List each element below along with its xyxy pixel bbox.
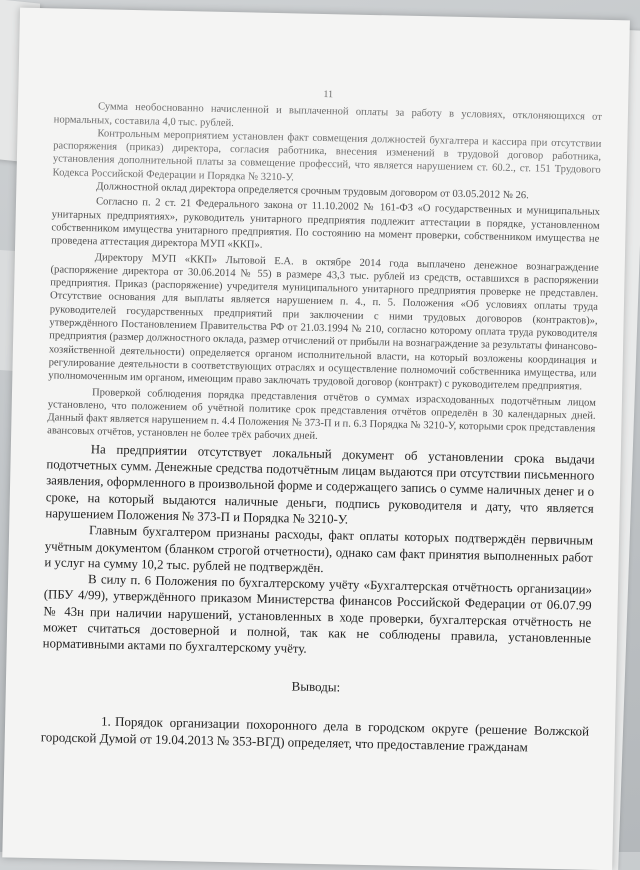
document-text [40, 82, 602, 770]
numbered-item [41, 711, 590, 757]
paragraph-3: Должностной оклад директора определяется срочным трудовым договором от 03.05.2012 № 26. [96, 181, 529, 202]
page-number: 11 [323, 88, 334, 101]
item-number: 1. [100, 713, 112, 729]
conclusions-heading: Выводы: [291, 678, 341, 695]
paragraph-8: Главным бухгалтером признаны расходы, факт оплаты которых подтверждён первичным учётным документом (бланком строгой отчетности), однако сам факт принятия выполненных работ и услуг на сумму 10,2 тыс. рублей не подтверждён. [44, 523, 594, 575]
paragraph-4: Согласно п. 2 ст. 21 Федерального закона от 11.10.2002 № 161-ФЗ «О государственных и муниципальных унитарных предприятиях», руководитель унитарного предприятия подлежит аттестации в порядке, установленном собственником имущества унитарного предприятия. По состоянию на момент проверки, собственником имущества не проведена аттестация директора МУП «ККП». [51, 196, 601, 252]
paragraph-2: Контрольным мероприятием установлен факт совмещения должностей бухгалтера и кассира при отсутствии распоряжения (приказ) директора, согласия работника, внесения изменений в трудовой договор работника, установления дополнительной платы за совмещение профессий, что является нарушением ст. 60.2., ст. 151 Трудового Кодекса Российской Федерации и Порядка № 3210-У. [52, 128, 602, 184]
paragraph-9: В силу п. 6 Положения по бухгалтерскому учёту «Бухгалтерская отчётность организации» (ПБУ 4/99), утверждённого приказом Министерства финансов Российской Федерации от 06.07.99 № 43н при наличии нарушений, установленных в ходе проверки, бухгалтерская отчётность не может считаться достоверной и полной, так как не соблюдены правила, установленные нормативными актами по бухгалтерскому учёту. [42, 572, 593, 657]
paragraph-5: Директору МУП «ККП» Лытовой Е.А. в октябре 2014 года выплачено денежное вознаграждение (распоряжение директора от 30.06.2014 № 55) в размере 43,3 тыс. рублей из средств, оставшихся в распоряжении предприятия. Приказ (распоряжение) учредителя муниципального унитарного предприятия проверке не представлен. Отсутствие основания для выплаты является нарушением п. 4., п. 5. Положения «Об условиях оплаты труда руководителей государственных предприятий при заключении с ними трудовых договоров (контрактов)», утверждённого Постановлением Правительства РФ от 21.03.1994 № 210, согласно которому оплата труда руководителя предприятия (размер должностного оклада, размер отчислений от прибыли на вознаграждение за результаты финансово-хозяйственной деятельности) определяется органом исполнительной власти, на который возложены координация и регулирование деятельности в соответствующих отраслях и осуществление полномочий собственника имущества, или уполномоченным им органом, имеющим право заключать трудовой договор (контракт) с руководителем предприятия. [48, 251, 599, 393]
paragraph-1: Сумма необоснованно начисленной и выплаченной оплаты за работу в условиях, отклоняющихся от нормальных, составила 4,0 тыс. рублей. [53, 101, 603, 129]
paragraph-7: На предприятии отсутствует локальный документ об установлении срока выдачи подотчетных сумм. Денежные средства подотчётным лицам выдаются при отсутствии письменного заявления, оформленного в произвольной форме и содержащего запись о сумме наличных денег и о сроке, на который выдаются наличные деньги, подпись руководителя и дату, что является нарушением Положения № 373-П и Порядка № 3210-У. [45, 441, 595, 527]
item-text: Порядок организации похоронного дела в городском округе (решение Волжской городской Думой от 19.04.2013 № 353-ВГД) определяет, что предоставление гражданам [40, 713, 590, 755]
paragraph-6: Проверкой соблюдения порядка представления отчётов о суммах израсходованных подотчётным лицом установлено, что положением об учётной политике срок представления отчётов определён в 30 календарных дней. Данный факт является нарушением п. 4.4 Положения № 373-П и п. 6.3 Порядка № 3210-У, которыми срок представления авансовых отчётов, установлен не более трёх рабочих дней. [47, 386, 597, 443]
document-page [2, 8, 630, 870]
